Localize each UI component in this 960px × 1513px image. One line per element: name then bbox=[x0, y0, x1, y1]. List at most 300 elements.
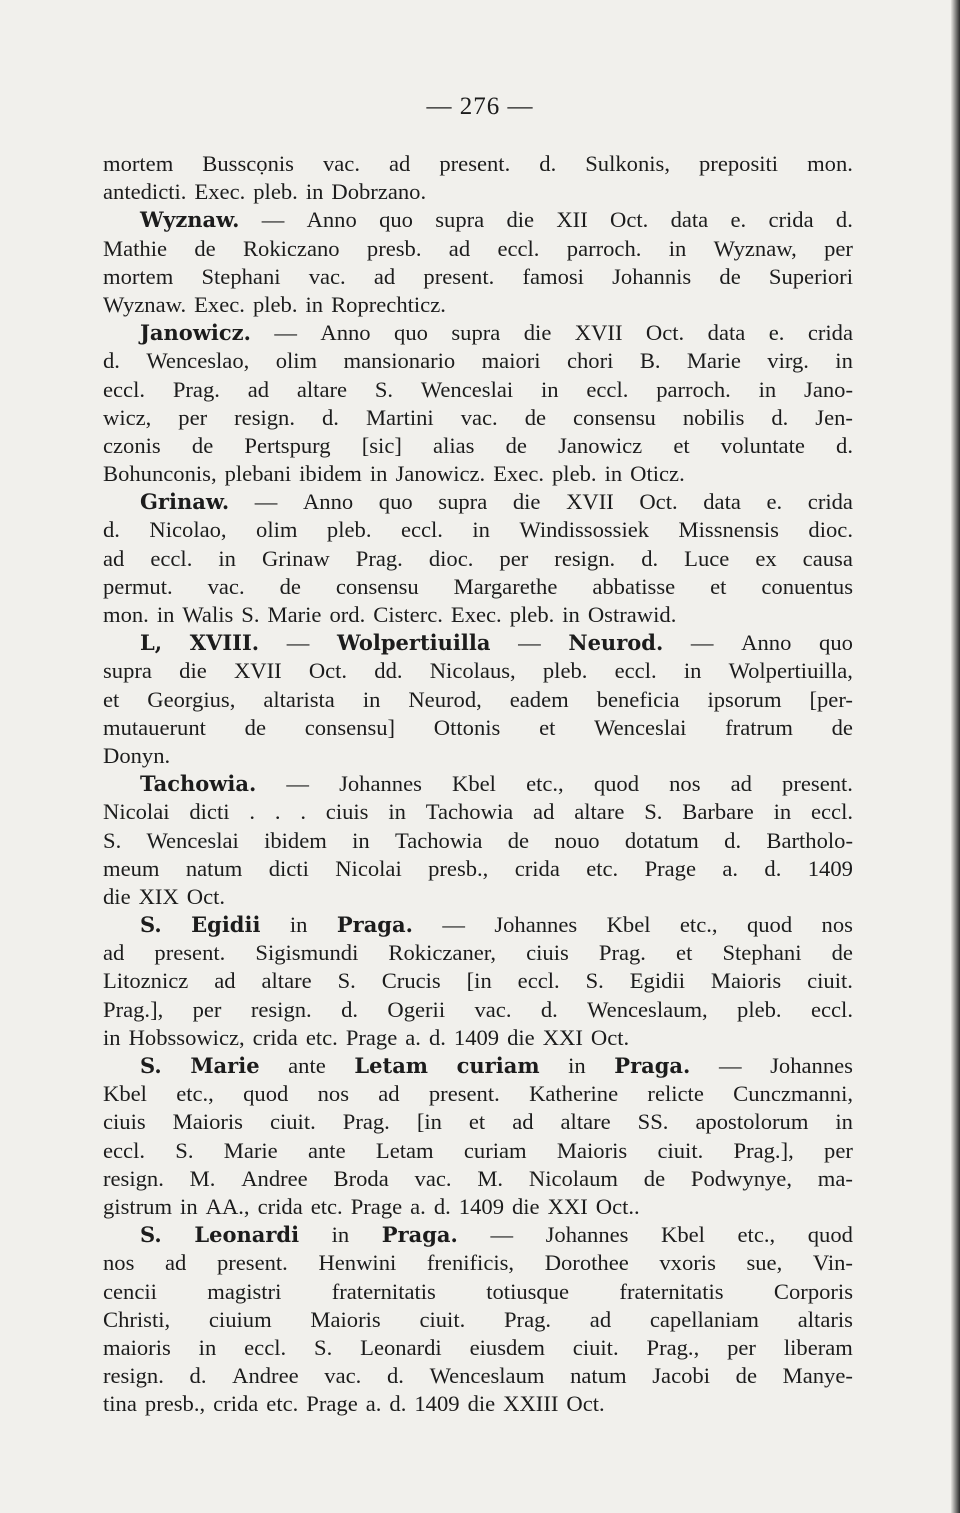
page-number: — 276 — bbox=[426, 93, 534, 120]
text-word: ad bbox=[103, 940, 125, 966]
text-word: nos bbox=[669, 771, 701, 797]
text-word: dioc. bbox=[808, 517, 853, 543]
text-word: ciuit. bbox=[269, 1109, 316, 1135]
text-word: S. bbox=[337, 968, 356, 994]
text-word: vac. bbox=[207, 573, 245, 599]
text-word: causa bbox=[802, 545, 853, 571]
text-word: Prage bbox=[306, 1391, 358, 1417]
text-word: Oct. bbox=[566, 1391, 605, 1417]
text-line bbox=[103, 573, 853, 601]
text-word: d. bbox=[724, 827, 742, 853]
entry-heading-word: Marie bbox=[190, 1053, 260, 1078]
text-word: crida bbox=[768, 207, 814, 233]
text-word: XVII bbox=[233, 658, 282, 684]
text-word: Wenceslai bbox=[594, 714, 687, 740]
text-word: Corporis bbox=[773, 1278, 853, 1304]
text-word: Maioris bbox=[556, 1137, 628, 1163]
text-word: Janowicz bbox=[558, 432, 643, 458]
text-line bbox=[103, 404, 853, 432]
text-word: dicti bbox=[268, 855, 309, 881]
text-word: voluntate bbox=[720, 432, 805, 458]
text-word: de bbox=[194, 235, 216, 261]
text-word: AA., bbox=[205, 1193, 250, 1219]
text-word: pleb. bbox=[326, 517, 372, 543]
text-word: [sic] bbox=[361, 432, 402, 458]
text-word: famosi bbox=[522, 263, 584, 289]
text-line bbox=[103, 263, 853, 291]
text-word: ad bbox=[373, 263, 396, 289]
text-word: Anno bbox=[741, 630, 792, 656]
page-edge bbox=[951, 0, 960, 1513]
text-word: presb., bbox=[428, 855, 489, 881]
text-word: ciuit. bbox=[807, 968, 853, 994]
entry-heading-word: Wolpertiuilla bbox=[337, 630, 491, 656]
text-word: conuentus bbox=[761, 573, 853, 599]
text-word: data bbox=[670, 207, 709, 233]
entry-heading-word: Praga. bbox=[336, 912, 413, 938]
text-word: Leonardi bbox=[360, 1334, 442, 1360]
text-word: Maioris bbox=[172, 1109, 243, 1135]
text-word: et bbox=[539, 714, 556, 740]
text-word: ante bbox=[288, 1053, 326, 1078]
text-word: fraternitatis bbox=[331, 1278, 436, 1304]
text-word: Janowicz. bbox=[395, 461, 486, 487]
text-word: in bbox=[103, 1024, 121, 1050]
text-word: Cisterc. bbox=[373, 602, 443, 627]
text-word: SS. bbox=[637, 1109, 669, 1135]
text-line bbox=[103, 235, 853, 263]
text-word: Anno bbox=[320, 320, 371, 346]
entry-heading-word: Tachowia. bbox=[140, 771, 257, 797]
text-word: ciuis bbox=[526, 940, 569, 966]
text-word: per bbox=[727, 1334, 756, 1360]
text-word: eccl. bbox=[614, 658, 657, 684]
text-word: quod bbox=[746, 912, 793, 938]
text-word: Bohunconis, bbox=[103, 461, 217, 487]
text-word: nos bbox=[821, 912, 853, 938]
text-word: in bbox=[773, 799, 792, 825]
text-line bbox=[103, 939, 853, 967]
text-word: d. bbox=[189, 1363, 207, 1389]
text-word: ad bbox=[389, 151, 411, 176]
text-word: Marie bbox=[267, 602, 322, 627]
text-word: — bbox=[286, 771, 309, 797]
text-word: in bbox=[305, 291, 324, 317]
text-word: et bbox=[676, 940, 693, 966]
text-word: d. bbox=[764, 855, 782, 881]
text-word: consensu bbox=[573, 404, 656, 430]
text-word: — bbox=[690, 630, 714, 656]
text-word: Prag. bbox=[172, 376, 220, 402]
text-word: de bbox=[524, 404, 547, 430]
text-word: e. bbox=[730, 207, 747, 233]
text-word: . bbox=[274, 799, 281, 825]
text-word: eccl. bbox=[497, 235, 540, 261]
text-word: ad bbox=[103, 545, 125, 571]
text-word: Wenceslao, bbox=[146, 348, 250, 374]
entry-heading-word: S. bbox=[140, 1222, 162, 1248]
text-word: d. bbox=[103, 348, 120, 374]
text-line bbox=[103, 432, 853, 460]
text-word: die bbox=[511, 1193, 540, 1219]
text-line bbox=[103, 770, 853, 798]
text-word: Oct.. bbox=[595, 1193, 640, 1219]
text-word: Prage bbox=[345, 1024, 398, 1050]
text-word: dd. bbox=[374, 658, 403, 684]
text-word: presb. bbox=[366, 235, 422, 261]
text-word: crida bbox=[257, 1193, 303, 1219]
text-word: in bbox=[362, 686, 381, 712]
text-word: present. bbox=[423, 263, 495, 289]
text-word: etc., bbox=[737, 1222, 776, 1248]
text-word: in bbox=[568, 1053, 586, 1078]
text-word: czonis bbox=[103, 432, 161, 458]
text-word: die bbox=[523, 320, 552, 346]
text-word: etc., bbox=[526, 771, 564, 797]
text-word: . bbox=[300, 799, 306, 825]
text-word: permut. bbox=[103, 573, 173, 599]
text-word: mutauerunt bbox=[103, 714, 206, 740]
text-line bbox=[103, 319, 853, 347]
text-word: de bbox=[831, 940, 853, 966]
text-word: resign. bbox=[103, 1363, 164, 1389]
text-word: Maioris bbox=[710, 968, 782, 994]
text-word: de bbox=[735, 1363, 757, 1389]
text-word: Oct. bbox=[639, 489, 678, 515]
text-word: in bbox=[369, 461, 388, 487]
text-word: ante bbox=[307, 1137, 346, 1163]
text-word: altare bbox=[296, 376, 348, 402]
text-word: die bbox=[507, 1024, 535, 1050]
text-word: de bbox=[831, 714, 853, 740]
text-word: die bbox=[512, 489, 541, 515]
text-word: consensu bbox=[335, 573, 419, 599]
text-word: quo bbox=[394, 320, 428, 346]
text-word: Nicolaum bbox=[528, 1165, 618, 1191]
text-word: Hobssowicz, bbox=[128, 1024, 245, 1050]
text-word: Exec. bbox=[194, 291, 245, 317]
text-word: ad bbox=[589, 1306, 612, 1332]
text-word: ad bbox=[448, 235, 471, 261]
text-word: in bbox=[218, 545, 236, 571]
text-word: eccl. bbox=[103, 376, 146, 402]
text-word: Wolpertiuilla, bbox=[728, 658, 853, 684]
text-word: nos bbox=[103, 1250, 135, 1276]
text-word: etc. bbox=[266, 1391, 299, 1417]
text-word: ibidem bbox=[264, 827, 327, 853]
text-word: mon. bbox=[103, 602, 149, 627]
text-word: S. bbox=[241, 602, 260, 627]
text-word: Vin- bbox=[812, 1250, 853, 1276]
text-line bbox=[103, 967, 853, 995]
text-word: Johannes bbox=[494, 912, 578, 938]
text-word: parroch. bbox=[656, 376, 731, 402]
text-line bbox=[103, 657, 853, 685]
text-word: vac. bbox=[460, 404, 498, 430]
text-word: in bbox=[198, 1334, 217, 1360]
text-word: Jacobi bbox=[652, 1363, 710, 1389]
text-word: Kbel bbox=[452, 771, 496, 797]
text-line bbox=[103, 291, 853, 319]
text-word: Roprechticz. bbox=[331, 291, 446, 317]
text-word: in bbox=[156, 602, 175, 627]
text-word: — bbox=[490, 1222, 514, 1248]
text-word: — bbox=[286, 630, 310, 656]
text-word: vac. bbox=[322, 151, 360, 176]
text-line bbox=[103, 488, 853, 516]
text-word: ibidem bbox=[299, 461, 362, 487]
text-word: d. bbox=[386, 1363, 404, 1389]
text-word: 1409 bbox=[807, 855, 853, 881]
text-word: eccl. bbox=[400, 517, 443, 543]
text-word: supra bbox=[435, 207, 485, 233]
text-word: olim bbox=[275, 348, 318, 374]
text-word: pleb. bbox=[253, 179, 298, 205]
text-word: per bbox=[824, 235, 853, 261]
text-word: Martini bbox=[365, 404, 434, 430]
text-line bbox=[103, 911, 853, 939]
text-word: Oct. bbox=[610, 207, 649, 233]
text-line bbox=[103, 1334, 853, 1362]
text-word: e. bbox=[766, 489, 783, 515]
text-line bbox=[103, 1221, 853, 1249]
text-word: — bbox=[261, 207, 285, 233]
text-word: in bbox=[835, 348, 853, 374]
text-word: nouo bbox=[554, 827, 600, 853]
text-word: crida bbox=[807, 320, 853, 346]
text-word: Johannis bbox=[612, 263, 692, 289]
text-word: d. bbox=[540, 996, 558, 1022]
entry-heading-word: XVIII. bbox=[189, 630, 260, 656]
text-word: ad bbox=[533, 799, 555, 825]
text-word: et bbox=[673, 432, 690, 458]
text-word: consensu] bbox=[304, 714, 396, 740]
text-line bbox=[103, 1306, 853, 1334]
text-line bbox=[103, 516, 853, 544]
text-word: data bbox=[703, 489, 741, 515]
document-body bbox=[103, 150, 853, 1418]
text-word: Wenceslai bbox=[146, 827, 239, 853]
text-word: d. bbox=[771, 404, 789, 430]
text-word: parroch. bbox=[566, 235, 642, 261]
text-word: pleb. bbox=[542, 658, 588, 684]
text-line bbox=[103, 1249, 853, 1277]
entry-heading-word: S. bbox=[140, 1053, 162, 1078]
text-word: Prag. bbox=[503, 1306, 552, 1332]
text-line bbox=[103, 686, 853, 714]
text-line bbox=[103, 150, 853, 178]
text-word: in bbox=[668, 235, 687, 261]
text-word: quo bbox=[379, 207, 413, 233]
text-word: pleb. bbox=[509, 602, 555, 627]
text-word: plebani bbox=[224, 461, 292, 487]
text-word: Broda bbox=[333, 1165, 389, 1191]
text-word: mortem bbox=[103, 151, 174, 176]
text-word: abbatisse bbox=[592, 573, 676, 599]
text-word: de bbox=[279, 573, 301, 599]
text-word: Exec. bbox=[194, 179, 246, 205]
text-word: Bartholo- bbox=[766, 827, 853, 853]
text-word: etc. bbox=[310, 1193, 343, 1219]
text-word: gistrum bbox=[103, 1193, 173, 1219]
entry-heading-word: Neurod. bbox=[568, 630, 664, 656]
text-word: resign. bbox=[234, 404, 296, 430]
text-word: eccl. bbox=[150, 545, 193, 571]
text-word: ma- bbox=[817, 1165, 853, 1191]
text-word: ciuis bbox=[103, 1109, 146, 1135]
text-word: capellaniam bbox=[649, 1306, 759, 1332]
entry-heading-word: S. bbox=[140, 912, 162, 938]
text-word: ciuit. bbox=[572, 1334, 619, 1360]
text-word: olim bbox=[256, 517, 298, 543]
text-word: de bbox=[191, 432, 214, 458]
text-word: B. bbox=[639, 348, 661, 374]
text-word: a. bbox=[410, 1193, 426, 1219]
text-word: quo bbox=[819, 630, 853, 656]
text-word: d. bbox=[389, 1391, 407, 1417]
text-word: e. bbox=[768, 320, 785, 346]
text-line bbox=[103, 1080, 853, 1108]
text-word: ord. bbox=[329, 602, 366, 627]
text-word: Tachowia bbox=[425, 799, 514, 825]
text-word: de bbox=[505, 432, 527, 458]
text-word: Grinaw bbox=[261, 545, 330, 571]
text-line bbox=[103, 460, 853, 488]
text-word: Luce bbox=[684, 545, 730, 571]
text-word: resign. bbox=[250, 996, 312, 1022]
text-word: crida bbox=[252, 1024, 298, 1050]
text-word: d. bbox=[641, 545, 659, 571]
text-word: vac. bbox=[414, 1165, 452, 1191]
text-word: present. bbox=[428, 1081, 500, 1107]
text-word: Johannes bbox=[339, 771, 422, 797]
entry-heading-word: Grinaw. bbox=[140, 489, 230, 515]
text-word: Kbel bbox=[661, 1222, 705, 1248]
text-word: — bbox=[254, 489, 278, 515]
text-word: eccl. bbox=[103, 1137, 146, 1163]
text-word: XXI bbox=[547, 1193, 588, 1219]
text-line bbox=[103, 601, 853, 629]
text-word: eccl. bbox=[810, 996, 853, 1022]
text-word: Exec. bbox=[493, 461, 544, 487]
text-word: Prage bbox=[644, 855, 697, 881]
text-word: Ostrawid. bbox=[587, 602, 677, 627]
text-word: per bbox=[499, 545, 529, 571]
text-word: [in bbox=[416, 1109, 442, 1135]
text-word: tina bbox=[103, 1391, 137, 1417]
text-word: supra bbox=[438, 489, 488, 515]
text-word: in bbox=[305, 179, 324, 205]
text-word: Marie bbox=[686, 348, 741, 374]
text-word: in bbox=[388, 799, 406, 825]
text-word: etc., bbox=[679, 912, 718, 938]
text-word: in bbox=[562, 602, 580, 627]
text-word: Kbel bbox=[103, 1081, 147, 1107]
text-word: M. bbox=[477, 1165, 504, 1191]
text-word: Jen- bbox=[815, 404, 853, 430]
text-word: Wenceslaum, bbox=[587, 996, 708, 1022]
text-word: Johannes bbox=[770, 1053, 853, 1078]
text-line bbox=[103, 883, 853, 911]
text-word: Wyznaw, bbox=[713, 235, 797, 261]
text-word: d. bbox=[539, 151, 557, 176]
text-word: fraternitatis bbox=[619, 1278, 724, 1304]
text-word: in bbox=[180, 1193, 198, 1219]
text-word: Anno bbox=[302, 489, 354, 515]
text-word: antedicti. bbox=[103, 179, 187, 205]
text-word: present. bbox=[439, 151, 511, 176]
text-word: presb., bbox=[144, 1391, 206, 1417]
text-word: Anno bbox=[306, 207, 357, 233]
text-word: Andree bbox=[241, 1165, 308, 1191]
text-word: chori bbox=[566, 348, 614, 374]
text-word: in bbox=[472, 517, 490, 543]
text-word: die bbox=[179, 658, 207, 684]
text-word: Oticz. bbox=[630, 461, 685, 487]
text-word: virg. bbox=[767, 348, 809, 374]
text-word: altare bbox=[574, 799, 625, 825]
text-word: Sulkonis, bbox=[585, 151, 670, 176]
entry-heading-word: Leonardi bbox=[194, 1222, 300, 1248]
text-word: ciuit. bbox=[419, 1306, 466, 1332]
text-word: magistri bbox=[207, 1278, 282, 1304]
text-word: XVII bbox=[574, 320, 623, 346]
text-word: [in bbox=[466, 968, 492, 994]
text-word: resign. bbox=[103, 1165, 164, 1191]
text-word: Prag. bbox=[355, 545, 403, 571]
text-word: nos bbox=[317, 1081, 349, 1107]
text-word: Letam bbox=[375, 1137, 434, 1163]
text-word: curiam bbox=[463, 1137, 527, 1163]
text-word: d. bbox=[322, 404, 339, 430]
text-word: ad bbox=[247, 376, 270, 402]
text-word: XIX bbox=[138, 883, 179, 909]
text-word: 1409 bbox=[414, 1391, 460, 1417]
text-word: Maioris bbox=[310, 1306, 381, 1332]
text-line bbox=[103, 742, 853, 770]
text-word: in bbox=[540, 376, 559, 402]
text-word: d. bbox=[433, 1193, 451, 1219]
text-word: eiusdem bbox=[469, 1334, 545, 1360]
text-word: quod bbox=[807, 1222, 853, 1248]
text-word: S. bbox=[585, 968, 604, 994]
text-word: altare bbox=[560, 1109, 611, 1135]
text-word: Cunczmanni, bbox=[733, 1081, 853, 1107]
entry-heading-word: Praga. bbox=[381, 1222, 458, 1248]
text-word: S. bbox=[103, 827, 122, 853]
text-word: cencii bbox=[103, 1278, 157, 1304]
text-word: supra bbox=[451, 320, 501, 346]
text-word: Barbare bbox=[682, 799, 754, 825]
text-word: a. bbox=[722, 855, 739, 881]
text-word: dicti bbox=[189, 799, 230, 825]
text-word: Prag.], bbox=[733, 1137, 794, 1163]
text-word: crida bbox=[807, 489, 853, 515]
text-word: Johannes bbox=[545, 1222, 629, 1248]
text-word: Oct. bbox=[645, 320, 685, 346]
text-word: altarista bbox=[263, 686, 335, 712]
text-word: liberam bbox=[783, 1334, 853, 1360]
text-word: ciuit. bbox=[657, 1137, 704, 1163]
text-word: frenificis, bbox=[426, 1250, 515, 1276]
text-word: S. bbox=[175, 1137, 194, 1163]
text-word: Superiori bbox=[768, 263, 853, 289]
text-word: Margarethe bbox=[453, 573, 558, 599]
text-word: ex bbox=[755, 545, 777, 571]
text-word: in bbox=[835, 1109, 853, 1135]
text-word: [per- bbox=[809, 686, 853, 712]
text-word: S. bbox=[644, 799, 663, 825]
